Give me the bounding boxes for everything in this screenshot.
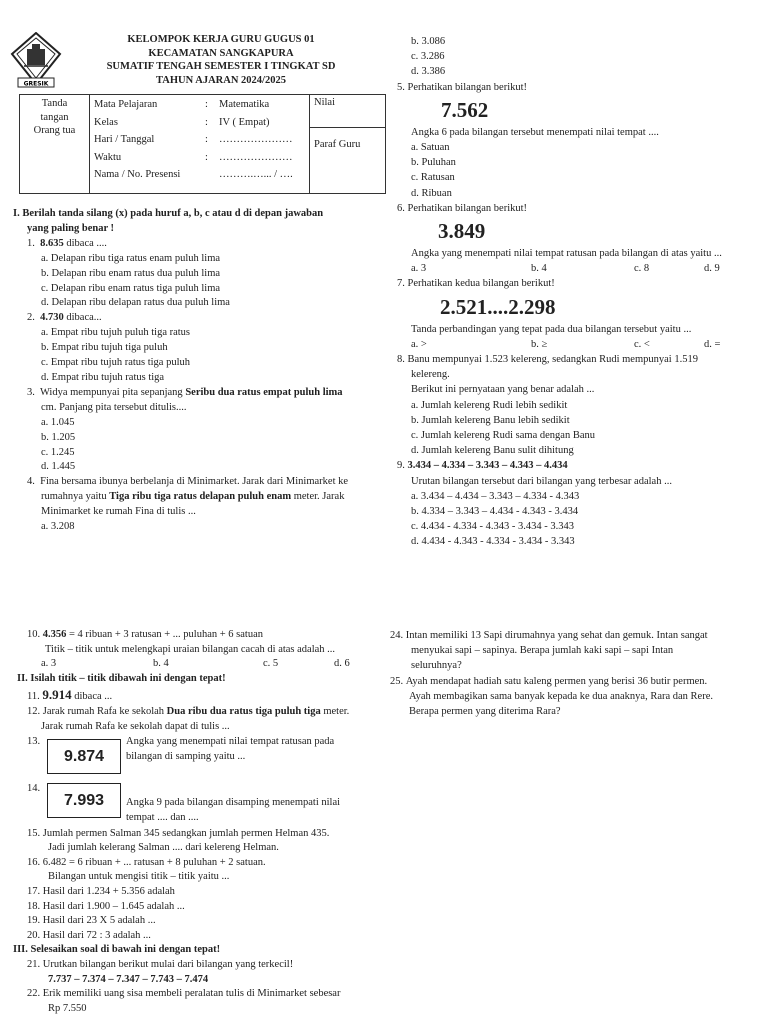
question-2: 2. 4.730 dibaca... bbox=[27, 312, 102, 324]
subject-value: Matematika bbox=[219, 99, 270, 110]
header-line: KELOMPOK KERJA GURU GUGUS 01 bbox=[127, 34, 315, 45]
question-3: 3. Widya mempunyai pita sepanjang Seribu dua ratus empat puluh lima bbox=[27, 386, 343, 398]
option-c: c. Empat ribu tujuh ratus tiga puluh bbox=[41, 357, 191, 369]
field-label: Nama / No. Presensi bbox=[94, 169, 181, 180]
question-15: 15. Jumlah permen Salman 345 sedangkan jumlah permen Helman 435. bbox=[27, 827, 330, 839]
question-18: 18. Hasil dari 1.900 – 1.645 adalah ... bbox=[27, 900, 185, 912]
question-4-options-continued[interactable] bbox=[397, 34, 762, 80]
option-d: d. 9 bbox=[704, 263, 720, 275]
logo-text: GRESIK bbox=[23, 80, 49, 88]
option-d: d. 6 bbox=[334, 658, 350, 670]
option-c: c. Delapan ribu enam ratus tiga puluh lima bbox=[41, 282, 221, 294]
option-a: a. 3 bbox=[411, 263, 427, 275]
number-box: 7.993 bbox=[47, 783, 121, 818]
question-8: 8. Banu mempunyai 1.523 kelereng, sedangkan Rudi mempunyai 1.519 bbox=[397, 354, 698, 366]
question-5: 5. Perhatikan bilangan berikut! bbox=[397, 81, 528, 93]
option-a: a. 3.208 bbox=[41, 521, 75, 533]
option-d: d. 3.386 bbox=[411, 66, 446, 78]
score-label: Nilai bbox=[314, 97, 335, 108]
crest-icon bbox=[10, 32, 62, 90]
section-1-instruction: I. Berilah tanda silang (x) pada huruf a, b, c atau d di depan jawaban bbox=[13, 208, 324, 219]
field-label: Hari / Tanggal bbox=[94, 134, 155, 145]
student-identity-table bbox=[19, 94, 386, 194]
option-d: d. = bbox=[704, 338, 721, 350]
field-label: Kelas bbox=[94, 116, 118, 128]
header-line: SUMATIF TENGAH SEMESTER I TINGKAT SD bbox=[106, 61, 336, 73]
question-12: 12. Jarak rumah Rafa ke sekolah Dua ribu dua ratus tiga puluh tiga meter. bbox=[27, 706, 350, 718]
question-3-options[interactable] bbox=[13, 416, 388, 476]
question-13: 13. 9.874 Angka yang menempati nilai tempat ratusan pada bilangan di samping yaitu ... bbox=[13, 735, 388, 782]
option-b: b. Jumlah kelereng Banu lebih sedikit bbox=[411, 414, 570, 426]
number-display: 3.849 bbox=[438, 219, 486, 244]
question-10-options[interactable] bbox=[13, 657, 388, 672]
option-b: b. 4.334 – 3.343 – 4.434 - 4.343 - 3.434 bbox=[411, 506, 579, 518]
option-a: a. 3 bbox=[41, 658, 57, 670]
identity-field-values[interactable] bbox=[219, 96, 293, 184]
question-1: 1. 8.635 dibaca .... bbox=[27, 237, 107, 249]
page-2-left-column: 10. 4.356 = 4 ribuan + 3 ratusan + ... puluhan + 6 satuan Titik – titik untuk melengkapi uraian bilangan cacah di atas adalah ... a. 3 b. 4 c. 5 d. 6 II. Isilah titik – titik dibawah ini dengan tepat! 11. 9.914 dibaca ... 12. Jarak rumah Rafa ke sekolah Dua ribu dua ratus tiga puluh tiga meter. Jarak rumah Rafa ke sekolah dapat di tulis ... 13. 9.874 Angka yang menempati nilai tempat ratusan pada bilangan di samping yaitu ... 14. 7.993 Angka 9 pada bilangan disamping menempati nilai tempat .... dan .... 15. Jumlah permen Salman 345 sedangkan jumlah permen Helman 435. Jadi jumlah kelerang Salman .... dari kelereng Helman. 16. 6.482 = 6 ribuan + ... ratusan + 8 puluhan + 2 satuan. Bilangan untuk mengisi titik – titik yaitu ... 17. Hasil dari 1.234 + 5.356 adalah 18. Hasil dari 1.900 – 1.645 adalah ... 19. Hasil dari 23 X 5 adalah ... 20. Hasil dari 72 : 3 adalah ... III. Selesaikan soal di bawah ini dengan tepat! 21. Urutkan bilangan berikut mulai dari bilangan yang terkecil! 7.737 – 7.374 – 7.347 – 7.743 – 7.474 22. Erik memiliki uang sisa membeli peralatan tulis di Minimarket sebesar Rp 7.550 bbox=[13, 628, 388, 1016]
question-19: 19. Hasil dari 23 X 5 adalah ... bbox=[27, 915, 156, 927]
comparison-display: 2.521....2.298 bbox=[440, 294, 556, 319]
option-a: a. > bbox=[411, 338, 427, 350]
option-c: c. 4.434 - 4.334 - 4.343 - 3.434 - 3.343 bbox=[411, 521, 575, 533]
option-b: b. 1.205 bbox=[41, 431, 76, 443]
question-11: 11. 9.914 dibaca ... bbox=[27, 687, 113, 703]
question-5-options[interactable] bbox=[397, 140, 762, 201]
option-d: d. Ribuan bbox=[411, 187, 452, 199]
question-24: 24. Intan memiliki 13 Sapi dirumahnya yang sehat dan gemuk. Intan sangat bbox=[390, 630, 708, 641]
option-a: a. 3.434 – 4.434 – 3.343 – 4.334 - 4.343 bbox=[411, 490, 580, 502]
question-20: 20. Hasil dari 72 : 3 adalah ... bbox=[27, 929, 151, 941]
question-17: 17. Hasil dari 1.234 + 5.356 adalah bbox=[27, 885, 175, 897]
option-c: c. 1.245 bbox=[41, 446, 75, 458]
option-b: b. Delapan ribu enam ratus dua puluh lima bbox=[41, 267, 221, 279]
field-label: Waktu bbox=[94, 151, 122, 163]
question-7-options[interactable] bbox=[397, 337, 762, 352]
question-21: 21. Urutkan bilangan berikut mulai dari bilangan yang terkecil! bbox=[27, 958, 294, 970]
option-c: c. 3.286 bbox=[411, 51, 445, 63]
identity-field-labels bbox=[94, 96, 180, 184]
question-6: 6. Perhatikan bilangan berikut! bbox=[397, 202, 528, 214]
question-9: 9. 3.434 – 4.334 – 3.343 – 4.343 – 4.434 bbox=[397, 460, 568, 472]
question-1-options[interactable] bbox=[13, 252, 388, 312]
option-d: d. 1.445 bbox=[41, 461, 76, 473]
option-b: b. 4 bbox=[531, 263, 547, 275]
teacher-signature-label: Paraf Guru bbox=[314, 139, 361, 150]
date-input: ………………… bbox=[219, 134, 293, 145]
question-16: 16. 6.482 = 6 ribuan + ... ratusan + 8 puluhan + 2 satuan. bbox=[27, 856, 266, 868]
option-b: b. 4 bbox=[153, 658, 169, 670]
option-c: c. Ratusan bbox=[411, 172, 455, 184]
section-3-instruction: III. Selesaikan soal di bawah ini dengan tepat! bbox=[13, 944, 221, 956]
question-8-options[interactable] bbox=[397, 398, 762, 459]
section-1-left-column: I. Berilah tanda silang (x) pada huruf a, b, c atau d di depan jawaban yang paling benar ! 1. 8.635 dibaca .... a. Delapan ribu tiga ratus enam puluh lima b. Delapan ribu enam ratus dua puluh lima c. Delapan ribu enam ratus tiga puluh lima d. Delapan ribu delapan ratus dua puluh lima 2. 4.730 dibaca... a. Empat ribu tujuh puluh tiga ratus b. Empat ribu tujuh tiga puluh c. Empat ribu tujuh ratus tiga puluh d. Empat ribu tujuh ratus tiga 3. Widya mempunyai pita sepanjang Seribu dua ratus empat puluh lima cm. Panjang pita tersebut ditulis.... a. 1.045 b. 1.205 c. 1.245 d. 1.445 4. Fina bersama ibunya berbelanja di Minimarket. Jarak dari Minimarket ke rumahnya yaitu Tiga ribu tiga ratus delapan puluh enam meter. Jarak Minimarket ke rumah Fina di tulis ... a. 3.208 bbox=[13, 207, 388, 535]
header-line: KECAMATAN SANGKAPURA bbox=[148, 47, 294, 59]
section-1-right-column: b. 3.086 c. 3.286 d. 3.386 5. Perhatikan bilangan berikut! 7.562 Angka 6 pada bilangan tersebut menempati nilai tempat .... a. Satuan b. Puluhan c. Ratusan d. Ribuan 6. Perhatikan bilangan berikut! 3.849 Angka yang menempati nilai tempat ratusan pada bilangan di atas yaitu ... a. 3 b. 4 c. 8 d. 9 7. Perhatikan kedua bilangan berikut! 2.521....2.298 Tanda perbandingan yang tepat pada dua bilangan tersebut yaitu ... a. > b. ≥ c. < d. = 8. Banu mempunyai 1.523 kelereng, sedangkan Rudi mempunyai 1.519 kelereng. Berikut ini pernyataan yang benar adalah ... a. Jumlah kelereng Rudi lebih sedikit b. Jumlah kelereng Banu lebih sedikit c. Jumlah kelereng Rudi sama dengan Banu d. Jumlah kelereng Banu sulit dihitung 9. 3.434 – 4.334 – 3.343 – 4.343 – 4.434 Urutan bilangan tersebut dari bilangan yang terbesar adalah ... a. 3.434 – 4.434 – 3.343 – 4.334 - 4.343 b. 4.334 – 3.343 – 4.434 - 4.343 - 3.434 c. 4.434 - 4.334 - 4.343 - 3.434 - 3.343 d. 4.434 - 4.343 - 4.334 - 3.434 - 3.343 bbox=[397, 34, 762, 550]
question-6-options[interactable] bbox=[397, 261, 762, 276]
option-b: b. 3.086 bbox=[411, 36, 446, 47]
option-a: a. Delapan ribu tiga ratus enam puluh lima bbox=[41, 252, 221, 264]
class-value: IV ( Empat) bbox=[219, 116, 270, 128]
number-display: 7.562 bbox=[441, 97, 489, 122]
time-input: ………………… bbox=[219, 151, 293, 163]
question-4-options[interactable] bbox=[13, 520, 388, 535]
field-label: Mata Pelajaran bbox=[94, 99, 158, 110]
name-number-input: ……….…... / …. bbox=[219, 169, 293, 180]
number-box: 9.874 bbox=[47, 739, 121, 774]
header-line: TAHUN AJARAN 2024/2025 bbox=[156, 74, 286, 86]
question-9-options[interactable] bbox=[397, 489, 762, 550]
option-c: c. 8 bbox=[634, 263, 650, 275]
exam-header-title bbox=[85, 33, 357, 88]
option-b: b. Empat ribu tujuh tiga puluh bbox=[41, 342, 168, 354]
question-4: 4. Fina bersama ibunya berbelanja di Minimarket. Jarak dari Minimarket ke bbox=[27, 476, 349, 488]
school-district-logo bbox=[10, 32, 62, 90]
option-d: d. Empat ribu tujuh ratus tiga bbox=[41, 371, 165, 383]
option-c: c. 5 bbox=[263, 658, 279, 670]
option-a: a. Jumlah kelereng Rudi lebih sedikit bbox=[411, 399, 568, 411]
option-b: b. Puluhan bbox=[411, 157, 456, 169]
section-2-instruction: II. Isilah titik – titik dibawah ini dengan tepat! bbox=[17, 672, 226, 684]
question-22: 22. Erik memiliki uang sisa membeli peralatan tulis di Minimarket sebesar bbox=[27, 988, 341, 1000]
option-c: c. < bbox=[634, 338, 650, 350]
question-14: 14. 7.993 Angka 9 pada bilangan disamping menempati nilai tempat .... dan .... bbox=[27, 782, 341, 823]
option-a: a. 1.045 bbox=[41, 416, 75, 428]
option-a: a. Satuan bbox=[411, 142, 450, 154]
number-sequence: 7.737 – 7.374 – 7.347 – 7.743 – 7.474 bbox=[48, 973, 209, 985]
identity-field-colons: : : : : bbox=[205, 99, 208, 163]
page-2-right-column: 24. Intan memiliki 13 Sapi dirumahnya yang sehat dan gemuk. Intan sangat menyukai sapi – sapinya. Berapa jumlah kaki sapi – sapi Intan seluruhnya? 25. Ayah mendapat hadiah satu kaleng permen yang berisi 36 butir permen. Ayah membagikan sama banyak kepada ke dua anaknya, Rara dan Rere. Berapa permen yang diterima Rara? bbox=[390, 628, 762, 719]
parent-signature-label: Tanda tangan Orang tua bbox=[33, 98, 76, 137]
option-a: a. Empat ribu tujuh puluh tiga ratus bbox=[41, 327, 191, 339]
question-2-options[interactable] bbox=[13, 326, 388, 386]
question-7: 7. Perhatikan kedua bilangan berikut! bbox=[397, 278, 555, 290]
option-b: b. ≥ bbox=[531, 338, 548, 350]
question-25: 25. Ayah mendapat hadiah satu kaleng permen yang berisi 36 butir permen. bbox=[390, 675, 708, 687]
question-10: 10. 4.356 = 4 ribuan + 3 ratusan + ... puluhan + 6 satuan bbox=[27, 629, 263, 640]
option-c: c. Jumlah kelereng Rudi sama dengan Banu bbox=[411, 430, 595, 442]
option-d: d. Delapan ribu delapan ratus dua puluh lima bbox=[41, 297, 230, 309]
option-d: d. 4.434 - 4.343 - 4.334 - 3.434 - 3.343 bbox=[411, 536, 575, 548]
option-d: d. Jumlah kelereng Banu sulit dihitung bbox=[411, 445, 574, 457]
